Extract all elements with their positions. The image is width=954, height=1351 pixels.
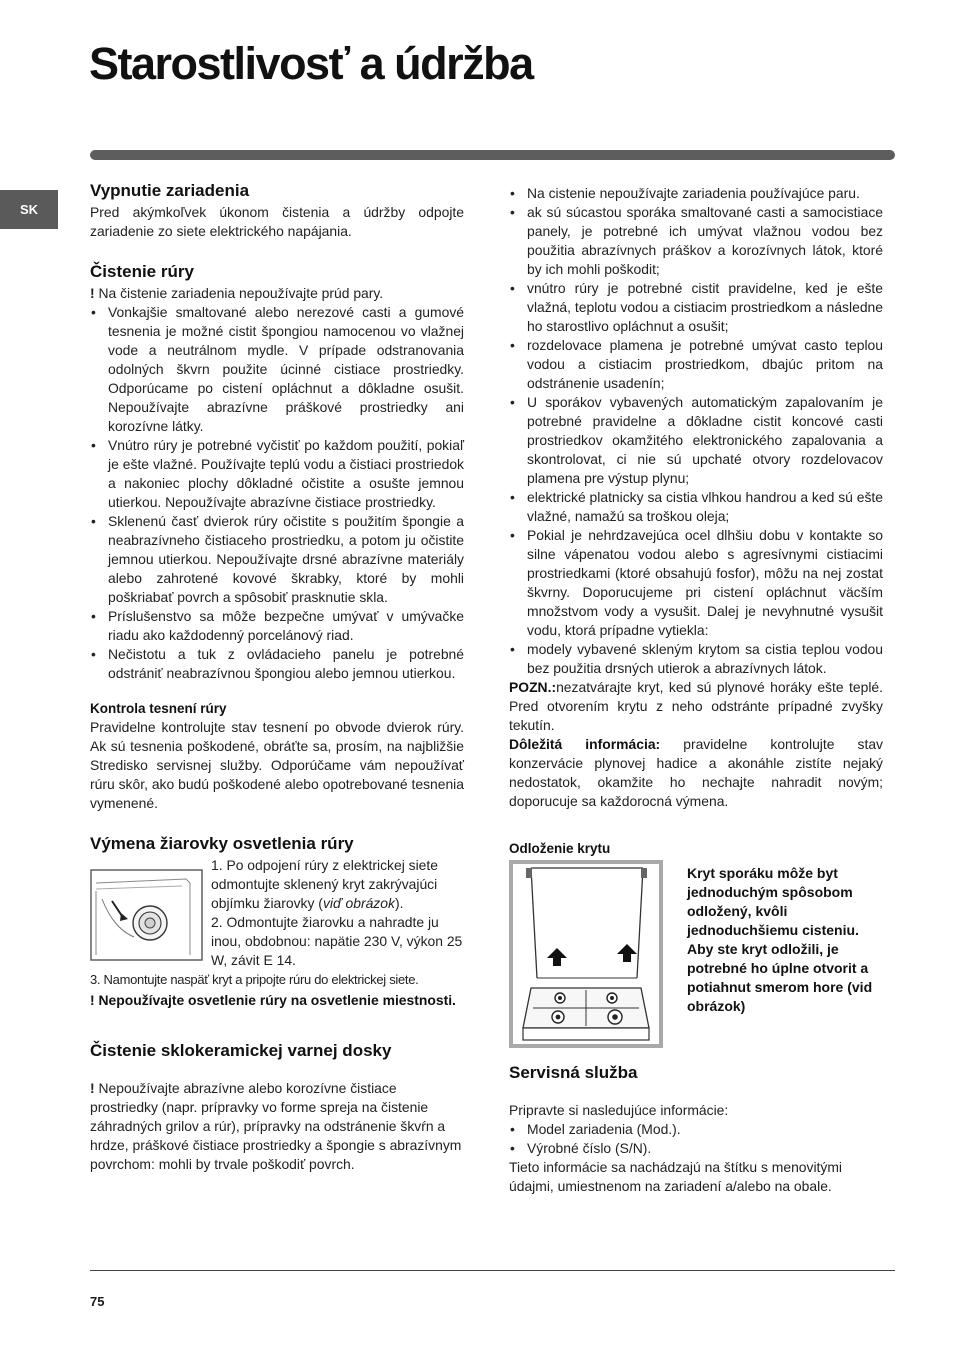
page-title: Starostlivosť a údržba xyxy=(89,38,533,89)
right-column xyxy=(509,184,883,1196)
list-item: • Nečistotu a tuk z ovládacieho panelu je potrebné odstrániť neabrazívnou špongiou alebo jemnou utierkou. xyxy=(90,645,464,683)
warning-line xyxy=(90,284,464,303)
language-tab: SK xyxy=(0,190,58,229)
warning-line xyxy=(90,991,464,1010)
bullet-list xyxy=(509,1120,883,1158)
bullet-list xyxy=(90,303,464,683)
step-1: 1. Po odpojení rúry z elektrickej siete odmontujte sklenený kryt zakrývajúci objímku žiarovky (viď obrázok). xyxy=(211,857,438,911)
oven-lamp-illustration xyxy=(90,869,203,961)
list-item: • Pokial je nehrdzavejúca ocel dlhšiu dobu v kontakte so silne vápenatou vodou alebo s agresívnymi cistiacimi prostriedkami (ktoré obsahujú fosfor), môžu na nej zostat škvrny. Doporucujeme pri cistení opláchnut väcším množstvom vody a vysušit. Dalej je nevyhnutné vysušit vodu, ktorá prípadne vytiekla: xyxy=(509,526,883,640)
section-cistenie-rury xyxy=(90,261,464,683)
list-item: • ak sú súcastou sporáka smaltované casti a samocistiace panely, je potrebné ich umývat vlažnou vodou bez použitia abrazívnych práškov a korozívnych látok, ktoré by ich mohli poškodit; xyxy=(509,203,883,279)
list-item: • Vonkajšie smaltované alebo nerezové casti a gumové tesnenia je možné cistit špongiou namocenou vo vlažnej vode a neutrálnom mydle. V prípade odstranovania odolných škvrn použite úcinné cistiace prostriedky. Odporúcame po cistení opláchnut a dôkladne osušit. Nepoužívajte abrazívne práškové prostriedky ani korozívne látky. xyxy=(90,303,464,436)
subsection-heading: Kontrola tesnení rúry xyxy=(90,701,227,716)
warning-text: Nepoužívajte abrazívne alebo korozívne čistiace prostriedky (napr. prípravky vo forme spreja na čistenie záhradných grilov a rúr), prípravky na odstránenie škvŕn a hrdze, práškové čistiace prostriedky a špongie s abrazívnym povrchom: mohli by trvale poškodiť povrch. xyxy=(90,1080,462,1172)
section-heading: Vypnutie zariadenia xyxy=(90,181,250,200)
list-item: • Sklenenú časť dvierok rúry očistite s použitím špongie a neabrazívneho čistiaceho prostriedku, a potom ju očistite jemnou utierkou. Nepoužívajte drsné abrazívne materiály alebo zahrotené kovové škrabky, ktoré by mohli poškriabať povrch a spôsobiť prasknutie skla. xyxy=(90,512,464,607)
step-3: 3. Namontujte naspäť kryt a pripojte rúru do elektrickej siete. xyxy=(90,972,419,987)
section-vypnutie xyxy=(90,180,464,241)
list-item: • vnútro rúry je potrebné cistit pravidelne, ked je ešte vlažná, teplotu vodou a cistiacim prostriedkom a následne ho starostlivo opláchnut a osušit; xyxy=(509,279,883,336)
list-item: • Model zariadenia (Mod.). xyxy=(509,1120,883,1139)
section-vymena xyxy=(90,833,464,1010)
footer-rule xyxy=(90,1270,895,1271)
list-item: • Na cistenie nepoužívajte zariadenia používajúce paru. xyxy=(509,184,883,203)
page-number: 75 xyxy=(90,1294,105,1309)
section-servis xyxy=(509,1062,883,1196)
list-item: • elektrické platnicky sa cistia vlhkou handrou a ked sú ešte vlažné, namažú sa troškou oleja; xyxy=(509,488,883,526)
list-item: • modely vybavené skleným krytom sa cistia teplou vodou bez použitia drsných utierok a abrazívnych látok. xyxy=(509,640,883,678)
important-paragraph: Dôležitá informácia: pravidelne kontrolujte stav konzervácie plynovej hadice a akonáhle zistíte nejaký nedostatok, okamžite ho nechajte nahradit novým; doporucuje sa každorocná výmena. xyxy=(509,736,883,809)
section-odlozenie xyxy=(509,839,883,1048)
section-heading: Servisná služba xyxy=(509,1063,638,1082)
paragraph: Pripravte si nasledujúce informácie: xyxy=(509,1102,729,1118)
paragraph: Tieto informácie sa nachádzajú na štítku s menovitými údajmi, umiestnenom na zariadení a/alebo na obale. xyxy=(509,1159,843,1194)
header-rule xyxy=(90,150,895,160)
left-column xyxy=(90,180,464,1174)
paragraph: Pred akýmkoľvek úkonom čistenia a údržby odpojte zariadenie zo siete elektrického napájania. xyxy=(90,204,464,239)
list-item: • U sporákov vybavených automatickým zapalovaním je potrebné pravidelne a dôkladne cistit koncové casti prostriedkov okamžitého elektronického zapalovania a skontrolovat, ci nie sú upchaté otvory rozdelovacov plamena pre výstup plynu; xyxy=(509,393,883,488)
warning-line xyxy=(90,1079,464,1174)
section-sklokeramika xyxy=(90,1040,464,1174)
section-kontrola xyxy=(90,699,464,813)
list-item: • rozdelovace plamena je potrebné umývat casto teplou vodou a cistiacim prostriedkom, dbajúc pritom na odstránenie usadenín; xyxy=(509,336,883,393)
section-heading: Čistenie sklokeramickej varnej dosky xyxy=(90,1041,392,1060)
step-2: 2. Odmontujte žiarovku a nahradte ju inou, obdobnou: napätie 230 V, výkon 25 W, závit E 14. xyxy=(211,914,463,968)
list-item: • Príslušenstvo sa môže bezpečne umývať v umývačke riadu ako každodenný porcelánový riad. xyxy=(90,607,464,645)
note-paragraph: POZN.:nezatvárajte kryt, ked sú plynové horáky ešte teplé. Pred otvorením krytu z neho odstránte prípadné zvyšky tekutín. xyxy=(509,679,883,733)
exclamation-icon: ! xyxy=(90,1080,95,1096)
list-item: • Výrobné číslo (S/N). xyxy=(509,1139,883,1158)
lid-instructions: Kryt sporáku môže byt jednoduchým spôsobom odložený, kvôli jednoduchšiemu cisteniu. Aby ste kryt odložili, je potrebné ho úplne otvorit a potiahnut smerom hore (vid obrázok) xyxy=(687,865,873,1014)
section-heading: Výmena žiarovky osvetlenia rúry xyxy=(90,834,354,853)
subsection-heading: Odloženie krytu xyxy=(509,841,611,856)
cooker-lid-illustration xyxy=(509,860,663,1048)
warning-text: Na čistenie zariadenia nepoužívajte prúd pary. xyxy=(98,285,384,301)
section-heading: Čistenie rúry xyxy=(90,262,194,281)
exclamation-icon: ! xyxy=(90,992,95,1008)
list-item: • Vnútro rúry je potrebné vyčistiť po každom použití, pokiaľ je ešte vlažné. Používajte teplú vodu a čistiaci prostriedok a nakoniec plochy dôkladné očistite a osušte jemnou utierkou. Nepoužívajte abrazívne čistiace prostriedky. xyxy=(90,436,464,512)
exclamation-icon: ! xyxy=(90,285,95,301)
bullet-list xyxy=(509,184,883,678)
paragraph: Pravidelne kontrolujte stav tesnení po obvode dvierok rúry. Ak sú tesnenia poškodené, obráťte sa, prosím, na najbližšie Stredisko servisnej služby. Odporúčame vám nepoužívať rúru skôr, ako budú poškodené alebo opotrebované tesnenia vymenené. xyxy=(90,719,464,811)
warning-text: Nepoužívajte osvetlenie rúry na osvetlenie miestnosti. xyxy=(98,992,456,1008)
